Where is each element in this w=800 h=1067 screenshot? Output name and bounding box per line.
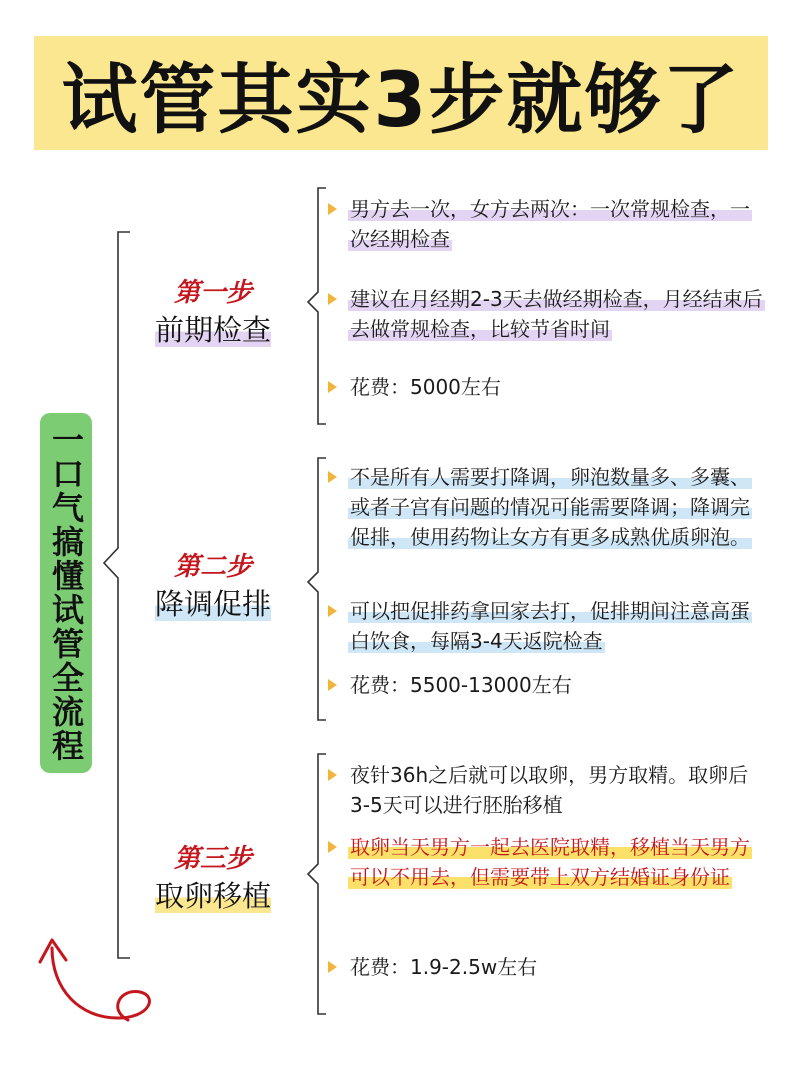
- main-bracket: [104, 232, 130, 958]
- step-1-name: [146, 312, 280, 348]
- list-item: [328, 670, 768, 700]
- triangle-bullet-icon: [328, 203, 337, 215]
- item-text: 花费：1.9-2.5w左右: [350, 955, 538, 979]
- sub-bracket-1: [308, 188, 326, 424]
- triangle-bullet-icon: [328, 293, 337, 305]
- step-2-name-text: 降调促排: [154, 587, 271, 621]
- list-item: [328, 284, 768, 344]
- list-item: [328, 372, 768, 402]
- step-3-name-text: 取卵移植: [154, 879, 271, 913]
- curly-arrow-icon: [40, 940, 149, 1020]
- step-2-tag: 第二步: [173, 552, 252, 582]
- item-text: 花费：5000左右: [350, 375, 501, 399]
- triangle-bullet-icon: [328, 961, 337, 973]
- triangle-bullet-icon: [328, 381, 337, 393]
- triangle-bullet-icon: [328, 769, 337, 781]
- list-item: [328, 596, 768, 656]
- triangle-bullet-icon: [328, 679, 337, 691]
- item-text: 不是所有人需要打降调，卵泡数量多、多囊、或者子宫有问题的情况可能需要降调；降调完促排，使用药物让女方有更多成熟优质卵泡。: [350, 465, 750, 549]
- step-3-tag: 第三步: [173, 844, 252, 874]
- item-text: 花费：5500-13000左右: [350, 673, 572, 697]
- list-item: [328, 194, 768, 254]
- item-text: 建议在月经期2-3天去做经期检查，月经结束后去做常规检查，比较节省时间: [350, 287, 763, 341]
- list-item: [328, 760, 768, 820]
- sub-bracket-2: [308, 458, 326, 720]
- list-item: [328, 832, 768, 892]
- list-item: [328, 952, 768, 982]
- item-text: 男方去一次，女方去两次：一次常规检查，一次经期检查: [350, 197, 750, 251]
- item-text: 可以把促排药拿回家去打，促排期间注意高蛋白饮食，每隔3-4天返院检查: [350, 599, 750, 653]
- sub-bracket-3: [308, 754, 326, 1014]
- triangle-bullet-icon: [328, 605, 337, 617]
- step-3-name: [146, 878, 280, 914]
- item-text: 取卵当天男方一起去医院取精，移植当天男方可以不用去，但需要带上双方结婚证身份证: [350, 835, 750, 889]
- step-2-name: [146, 586, 280, 622]
- step-1-name-text: 前期检查: [154, 313, 271, 347]
- side-label-pill: [40, 413, 92, 773]
- page-title: 试管其实3步就够了: [61, 54, 741, 144]
- side-label: 一口气搞懂试管全流程: [47, 423, 85, 763]
- triangle-bullet-icon: [328, 841, 337, 853]
- triangle-bullet-icon: [328, 471, 337, 483]
- step-1-tag: 第一步: [173, 278, 252, 308]
- list-item: [328, 462, 768, 552]
- item-text: 夜针36h之后就可以取卵，男方取精。取卵后3-5天可以进行胚胎移植: [350, 763, 749, 817]
